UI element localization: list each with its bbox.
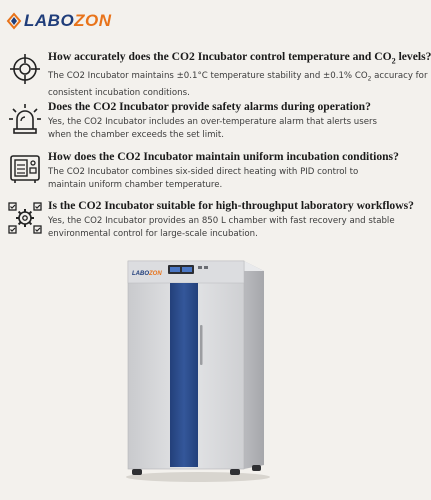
logo-mark-icon [6,13,22,29]
faq-answer [48,70,431,99]
workflow-gears-icon [8,201,42,235]
faq-answer-subscript: 2 [367,76,372,84]
brand-name [24,11,112,31]
faq-question-subscript: 2 [391,56,396,66]
faq-question-text: How accurately does the CO2 Incubator control temperature and CO [48,50,392,63]
faq-question [48,50,431,68]
faq-answer-text: The CO2 Incubator maintains ±0.1°C temperature stability and ±0.1% CO [48,71,368,82]
target-crosshair-icon [8,52,42,86]
faq-item [8,50,431,99]
faq-answer: Yes, the CO2 Incubator includes an over-temperature alarm that alerts users when the chamber exceeds the set limit. [48,117,378,140]
brand-name-part2: ZON [74,11,112,30]
faq-answer: The CO2 Incubator combines six-sided direct heating with PID control to maintain uniform chamber temperature. [48,167,359,190]
faq-question: Is the CO2 Incubator suitable for high-throughput laboratory workflows? [48,199,414,212]
faq-item [8,199,414,240]
co2-incubator-product-image [118,255,278,483]
incubator-chamber-icon [8,152,42,186]
faq-answer-end: accuracy for consistent incubation conditions. [48,71,428,98]
cabinet-logo: LABOZON [132,271,162,277]
faq-question-end: levels? [395,50,431,63]
faq-item [8,150,398,191]
brand-name-part1: LABO [24,11,75,30]
alarm-siren-icon [8,102,42,136]
faq-question: Does the CO2 Incubator provide safety alarms during operation? [48,100,371,113]
faq-question: How does the CO2 Incubator maintain uniform incubation conditions? [48,150,399,163]
faq-item [8,100,398,141]
faq-answer: Yes, the CO2 Incubator provides an 850 L chamber with fast recovery and stable environmental control for large-scale incubation. [48,216,395,239]
brand-logo [6,8,112,34]
